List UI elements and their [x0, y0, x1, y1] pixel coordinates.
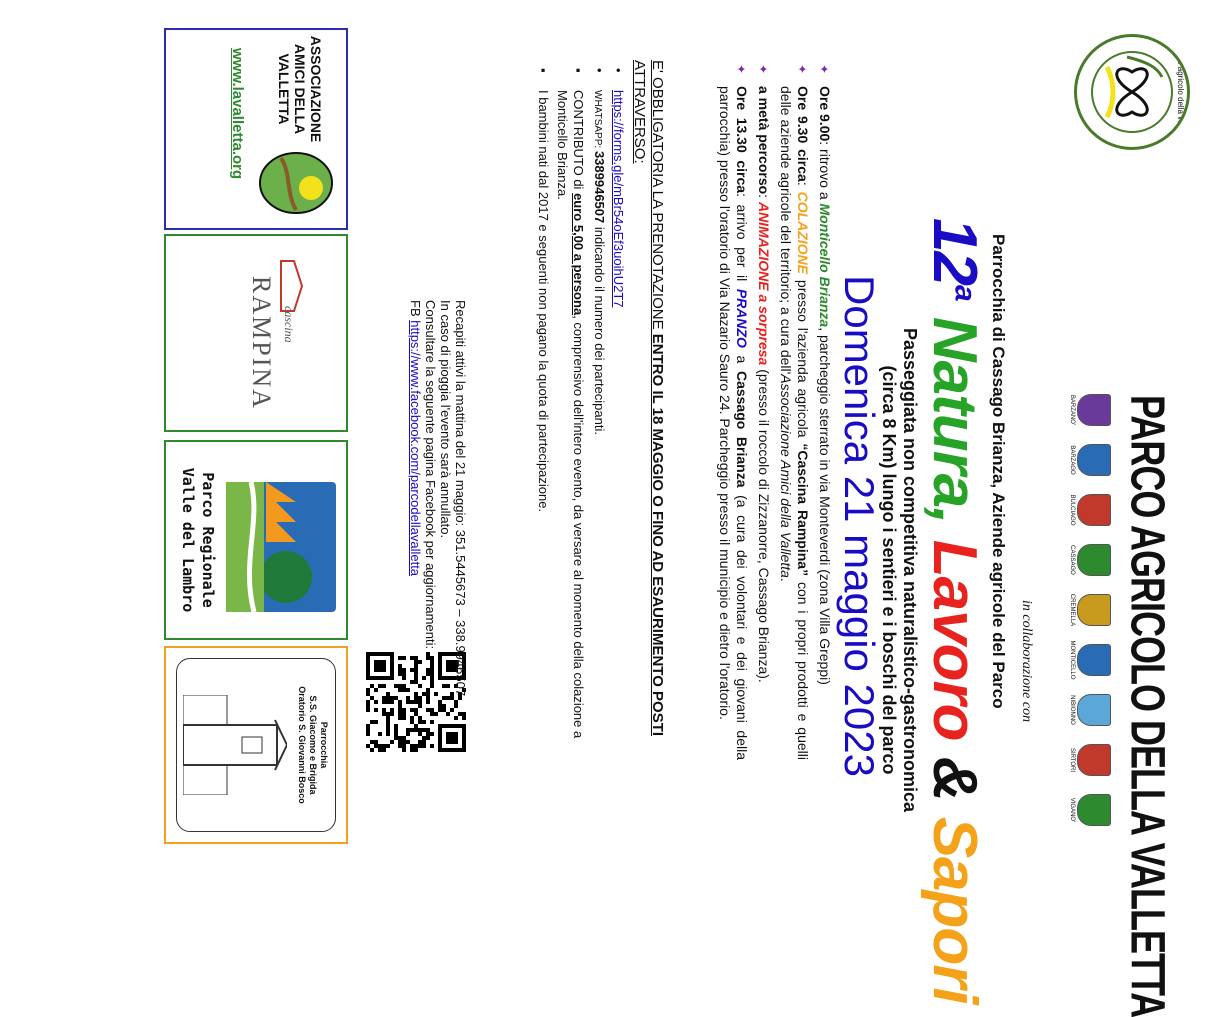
program-time: Ore 13.30 circa	[734, 86, 750, 194]
crest-label: SIRTORI	[1069, 747, 1075, 773]
parrocchia-line: S.S. Giacomo e Brigida	[308, 695, 318, 795]
collaboration-note: in collaborazione con	[1019, 600, 1034, 723]
program-text: .	[778, 577, 794, 582]
edition-number: 12	[920, 218, 989, 285]
title-lavoro: Lavoro	[920, 539, 989, 741]
program-text: (a cura dei volontari e dei giovani della parrocchia) presso l'oratorio di Via Nazario Sauro 24. Parcheggio presso il municipio e dietro l'oratorio.	[717, 86, 750, 761]
booking-deadline: ENTRO IL 18 MAGGIO O FINO AD ESAURIMENTO POSTI	[649, 333, 666, 737]
program-list	[711, 60, 833, 760]
crest-2	[1069, 490, 1111, 530]
edition-sup: a	[948, 284, 982, 301]
crest-label: BARZANO'	[1069, 394, 1075, 426]
booking-list	[535, 60, 626, 740]
crest-5	[1069, 640, 1111, 680]
crest-shield-icon	[1077, 694, 1111, 726]
program-time: a metà percorso	[756, 86, 772, 195]
program-item	[777, 60, 811, 760]
rampina-subtitle: cascina	[282, 306, 296, 343]
logo-amici-valletta	[164, 28, 348, 230]
butterfly-icon	[1077, 37, 1187, 147]
seal-text: parco agricolo della valletta	[1176, 44, 1185, 142]
crest-8	[1069, 790, 1111, 830]
children-note: I bambini nati dal 2017 e seguenti non pagano la quota di partecipazione.	[536, 90, 551, 513]
assoc-line: ASSOCIAZIONE	[308, 35, 324, 143]
contacts-line: In caso di pioggia l'evento sarà annullato.	[438, 300, 453, 539]
whatsapp-item	[589, 60, 607, 740]
logo-parco-lambro	[164, 440, 348, 640]
program-text: presso l'azienda agricola	[795, 274, 811, 444]
contrib-text: CONTRIBUTO di	[571, 90, 586, 194]
lambro-park-icon	[226, 482, 336, 612]
fb-label: FB	[408, 300, 423, 321]
association-name: Associazione Amici della Valletta	[778, 374, 794, 578]
crest-label: VIGANO'	[1069, 797, 1075, 823]
bullet-icon: •	[592, 68, 607, 73]
program-item	[755, 60, 772, 760]
crest-shield-icon	[1077, 444, 1111, 476]
parrocchia-text	[296, 659, 329, 831]
farm-name: “Cascina Rampina”	[795, 443, 811, 577]
crest-shield-icon	[1077, 594, 1111, 626]
parrocchia-frame	[176, 658, 336, 832]
booking-title-3: ATTRAVERSO:	[631, 60, 648, 164]
lambro-name	[178, 442, 218, 638]
facebook-link[interactable]: https://www.facebook.com/parcodellavalletta	[408, 320, 423, 577]
contacts-line	[408, 300, 423, 840]
rampina-name: RAMPINA	[247, 276, 276, 410]
colazione-label: COLAZIONE	[795, 191, 811, 275]
crest-3	[1069, 540, 1111, 580]
contrib-text: , comprensivo dell'intero evento, da versare al momento della colazione a Monticello Brianza.	[555, 90, 586, 739]
municipal-crests	[1069, 390, 1111, 830]
contacts-line: Consultare la seguente pagina Facebook per aggiornamenti:	[423, 300, 438, 650]
organizers: Parrocchia di Cassago Brianza, Aziende agricole del Parco	[989, 234, 1008, 709]
star-bullet-icon: ✦	[795, 64, 809, 75]
program-text: :	[756, 194, 772, 202]
program-item	[816, 60, 833, 760]
program-text: a	[734, 347, 750, 371]
crest-0	[1069, 390, 1111, 430]
crest-shield-icon	[1077, 394, 1111, 426]
subtitle-line-2: (circa 8 Km) lungo i sentieri e i boschi del parco	[879, 365, 899, 775]
contribution-item	[554, 60, 586, 740]
booking-title-1: E' OBBLIGATORIA LA PRENOTAZIONE	[649, 60, 666, 334]
bullet-icon: •	[611, 68, 626, 73]
crest-6	[1069, 690, 1111, 730]
pranzo-label: PRANZO	[734, 288, 750, 348]
contrib-amount: euro 5,00 a persona	[571, 193, 586, 316]
star-bullet-icon: ✦	[734, 64, 748, 75]
title-ampersand: &	[920, 756, 989, 801]
church-tower-icon	[183, 695, 287, 795]
event-title	[919, 218, 990, 1004]
event-subtitle	[878, 210, 920, 930]
crest-shield-icon	[1077, 644, 1111, 676]
crest-label: BULCIAGO	[1069, 494, 1075, 526]
park-title: PARCO AGRICOLO DELLA VALLETTA	[1120, 395, 1176, 1017]
valletta-landscape-icon	[256, 148, 336, 218]
program-text: : arrivo per il	[734, 193, 750, 289]
crest-shield-icon	[1077, 494, 1111, 526]
program-time: Ore 9.30 circa	[795, 86, 811, 182]
whatsapp-number[interactable]: 3389946507	[592, 150, 607, 224]
title-sapori: Sapori	[920, 816, 989, 1004]
booking-title	[630, 60, 666, 740]
contacts-line: Recapiti attivi la mattina del 21 maggio: 351.5445673 – 338.9946507	[453, 300, 468, 697]
square-bullet-icon: ▪	[571, 68, 586, 73]
crest-label: MONTICELLO	[1069, 640, 1075, 680]
program-text: : ritrovo a	[817, 141, 833, 204]
booking-form-item	[610, 60, 626, 740]
parrocchia-line: Parrocchia	[319, 721, 329, 769]
crest-7	[1069, 740, 1111, 780]
crest-label: BARZAGO	[1069, 445, 1075, 475]
contacts	[408, 300, 468, 840]
program-text: con i propri prodotti e quelli delle aziende agricole del territorio; a cura dell'	[778, 86, 811, 760]
program-text: :	[795, 181, 811, 192]
program-item	[716, 60, 750, 760]
program-text: , parcheggio sterrato in via Monteverdi (zona Villa Greppi)	[817, 327, 833, 685]
program-time: Ore 9.00	[817, 86, 833, 142]
valletta-website-link[interactable]: www.lavalletta.org	[229, 48, 246, 180]
children-item	[535, 60, 551, 740]
event-date: Domenica 21 maggio 2023	[836, 275, 883, 777]
lambro-line: Parco Regionale	[199, 472, 217, 608]
crest-label: NIBIONNO	[1069, 695, 1075, 725]
whatsapp-label: WHATSAPP:	[592, 90, 603, 151]
logo-parrocchia	[164, 646, 348, 844]
parrocchia-line: Oratorio S. Giovanni Bosco	[297, 686, 307, 804]
place-monticello: Monticello Brianza	[817, 203, 833, 328]
place-cassago: Cassago Brianza	[734, 370, 750, 488]
park-seal-logo	[1074, 34, 1190, 150]
whatsapp-text: indicando il numero dei partecipanti.	[592, 223, 607, 435]
crest-shield-icon	[1077, 544, 1111, 576]
star-bullet-icon: ✦	[756, 64, 770, 75]
crest-label: CASSAGO	[1069, 545, 1075, 575]
square-bullet-icon: ▪	[536, 68, 551, 73]
title-natura: Natura,	[920, 316, 989, 524]
crest-4	[1069, 590, 1111, 630]
logo-cascina-rampina	[164, 234, 348, 432]
crest-1	[1069, 440, 1111, 480]
assoc-line: VALLETTA	[276, 53, 292, 125]
subtitle-line-1: Passeggiata non competitiva naturalistico-gastronomica	[900, 327, 920, 813]
lambro-line: Valle del Lambro	[179, 467, 197, 613]
crest-shield-icon	[1077, 794, 1111, 826]
association-name	[276, 30, 324, 148]
crest-label: CREMELLA	[1069, 593, 1075, 627]
crest-shield-icon	[1077, 744, 1111, 776]
animazione-label: ANIMAZIONE a sorpresa	[756, 201, 772, 366]
booking-form-link[interactable]: https://forms.gle/mBr54oEf3uoihU2T7	[611, 90, 626, 308]
program-text: (presso il roccolo di Zizzanorre, Cassago Brianza).	[756, 365, 772, 683]
booking-section	[532, 60, 666, 740]
star-bullet-icon: ✦	[817, 64, 831, 75]
assoc-line: AMICI DELLA	[292, 43, 308, 135]
